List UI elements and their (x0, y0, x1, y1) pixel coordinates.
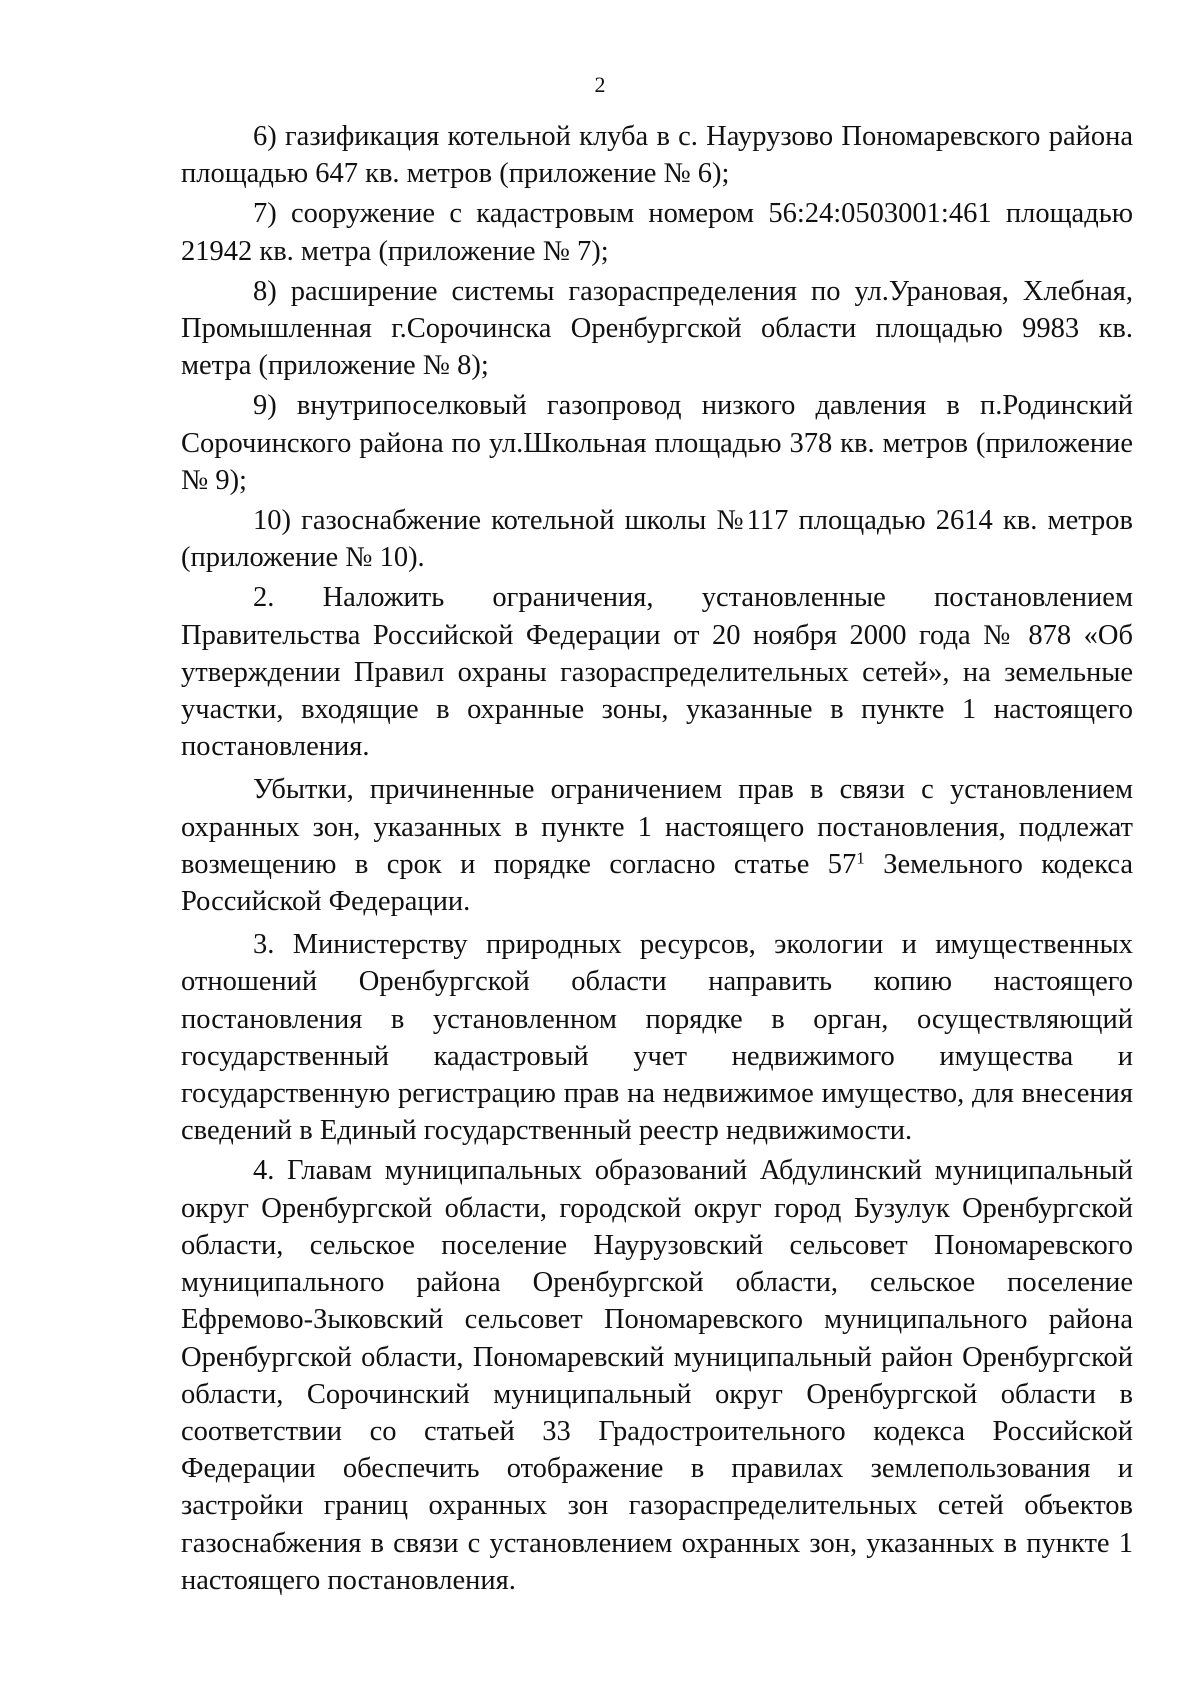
paragraph-clause-2: 2. Наложить ограничения, установленные постановлением Правительства Российской Федерации от 20 ноября 2000 года № 878 «Об утверждении Правил охраны газораспределительных сетей», на земельные участки, входящие в охранные зоны, указанные в пункте 1 настоящего постановления. (181, 582, 1133, 763)
paragraph-losses (181, 771, 1133, 920)
paragraph-clause-3: 3. Министерству природных ресурсов, экологии и имущественных отношений Оренбургской области направить копию настоящего постановления в установленном порядке в орган, осуществляющий государственный кадастровый учет недвижимого имущества и государственную регистрацию прав на недвижимое имущество, для внесения сведений в Единый государственный реестр недвижимости. (181, 929, 1133, 1147)
paragraph-item-9: 9) внутрипоселковый газопровод низкого давления в п.Родинский Сорочинского района по ул.Школьная площадью 378 кв. метров (приложение № 9); (181, 390, 1133, 496)
paragraph-item-8: 8) расширение системы газораспределения по ул.Урановая, Хлебная, Промышленная г.Сорочинска Оренбургской области площадью 9983 кв. метра (приложение № 8); (181, 275, 1133, 382)
article-superscript: 1 (856, 848, 865, 868)
paragraph-item-7: 7) сооружение с кадастровым номером 56:24:0503001:461 площадью 21942 кв. метра (приложение № 7); (181, 198, 1133, 267)
paragraph-item-10: 10) газоснабжение котельной школы №117 площадью 2614 кв. метров (приложение № 10). (181, 505, 1133, 574)
paragraph-clause-4: 4. Главам муниципальных образований Абдулинский муниципальный округ Оренбургской области, городской округ город Бузулук Оренбургской области, сельское поселение Наурузовский сельсовет Пономаревского муниципального района Оренбургской области, сельское поселение Ефремово-Зыковский сельсовет Пономаревского муниципального района Оренбургской области, Пономаревский муниципальный район Оренбургской области, Сорочинский муниципальный округ Оренбургской области в соответствии со статьей 33 Градостроительного кодекса Российской Федерации обеспечить отображение в правилах землепользования и застройки границ охранных зон газораспределительных сетей объектов газоснабжения в связи с установлением охранных зон, указанных в пункте 1 настоящего постановления. (181, 1155, 1133, 1596)
losses-text-start: Убытки, причиненные ограничением прав в связи с установлением охранных зон, указанных в пункте 1 настоящего постановления, подлежат возмещению в срок и порядке согласно статье 57 (181, 774, 1133, 880)
page-number: 2 (594, 72, 606, 97)
paragraph-item-6: 6) газификация котельной клуба в с. Наурузово Пономаревского района площадью 647 кв. метров (приложение № 6); (181, 121, 1133, 190)
losses-text-end: Земельного кодекса Российской Федерации. (181, 848, 1133, 918)
document-body (181, 118, 1133, 1602)
